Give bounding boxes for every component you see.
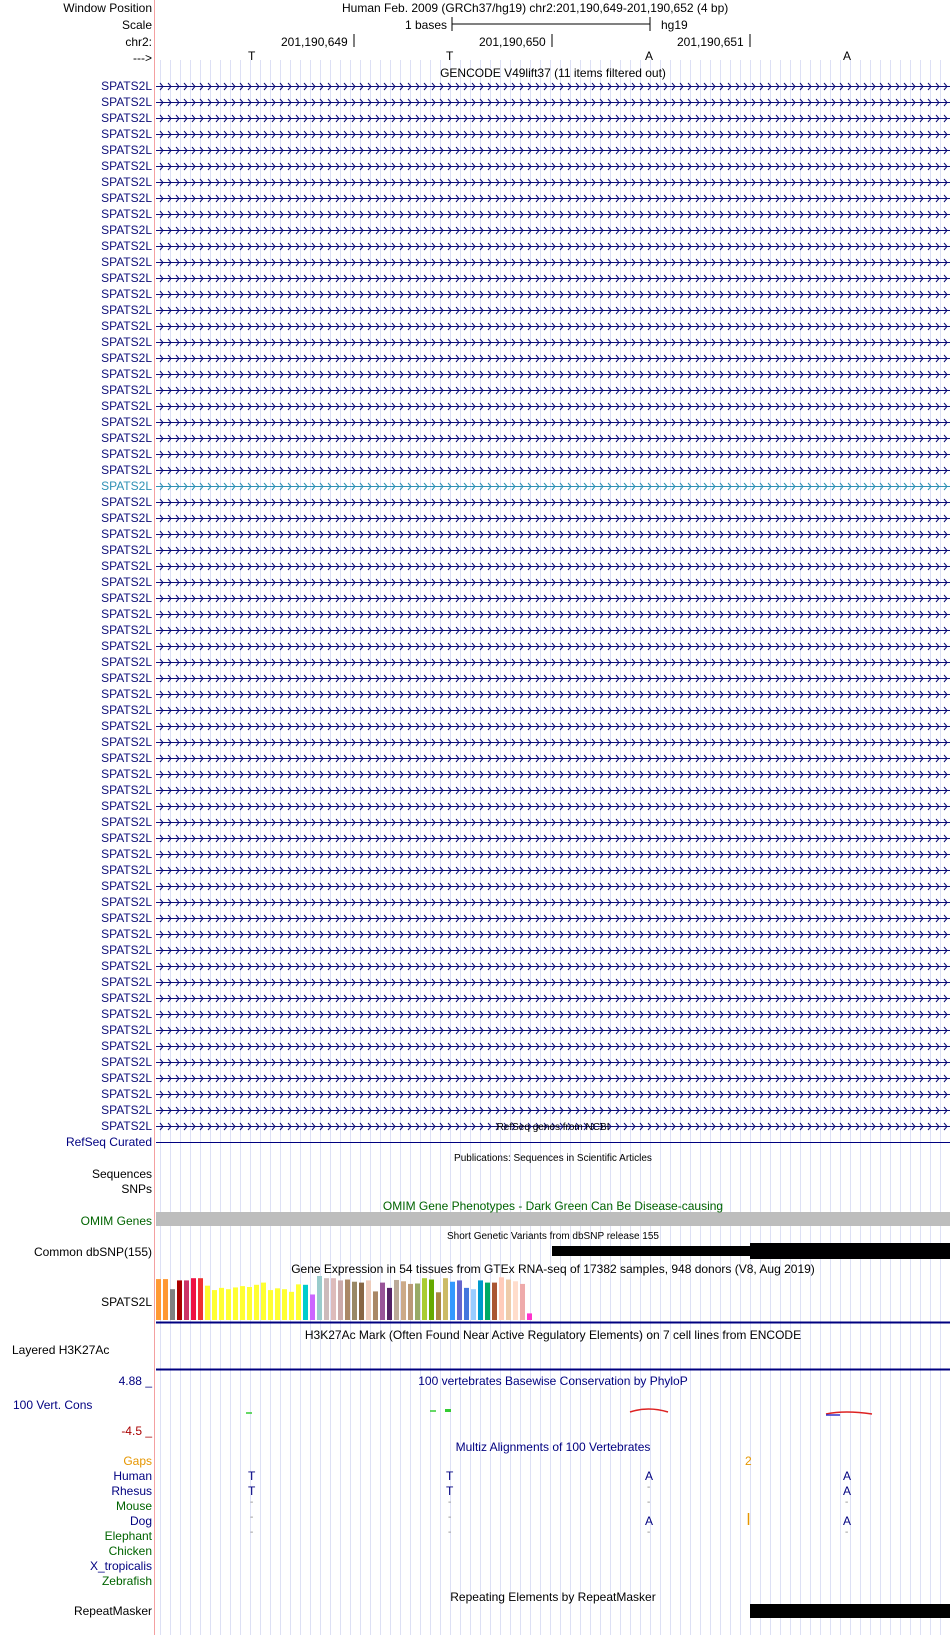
gtex-label[interactable]: SPATS2L (101, 1295, 152, 1309)
gtex-tissue-bar (331, 1278, 336, 1320)
gtex-tissue-bar (303, 1285, 308, 1320)
alignment-base: - (647, 1482, 651, 1493)
alignment-base: - (845, 1527, 849, 1538)
gencode-row-label[interactable]: SPATS2L (101, 1007, 152, 1021)
gtex-tissue-bar (317, 1276, 322, 1320)
gtex-track-title[interactable]: Gene Expression in 54 tissues from GTEx RNA-seq of 17382 samples, 948 donors (V8, Aug 2019) (291, 1262, 815, 1276)
scale-label: Scale (121, 18, 152, 32)
gtex-tissue-bar (394, 1280, 399, 1320)
alignment-base: - (448, 1497, 452, 1508)
gtex-tissue-bar (450, 1282, 455, 1320)
alignment-base: - (250, 1497, 254, 1508)
gtex-tissue-bar (254, 1285, 259, 1320)
gencode-row-label[interactable]: SPATS2L (101, 495, 152, 509)
gencode-row-label[interactable]: SPATS2L (101, 1039, 152, 1053)
position-tick-1: 201,190,649 (281, 35, 348, 49)
gencode-track-title[interactable]: GENCODE V49lift37 (11 items filtered out) (440, 66, 666, 80)
gencode-row-label[interactable]: SPATS2L (101, 895, 152, 909)
gencode-row-label[interactable]: SPATS2L (101, 399, 152, 413)
gencode-row-label[interactable]: SPATS2L (101, 623, 152, 637)
publications-label-snps[interactable]: SNPs (121, 1182, 152, 1196)
gtex-tissue-bar (177, 1280, 182, 1320)
omim-track-title[interactable]: OMIM Gene Phenotypes - Dark Green Can Be Disease-causing (382, 1199, 724, 1213)
gencode-row-label[interactable]: SPATS2L (101, 719, 152, 733)
gencode-row-label[interactable]: SPATS2L (101, 703, 152, 717)
gencode-row-label[interactable]: SPATS2L (101, 111, 152, 125)
alignment-base: - (448, 1512, 452, 1523)
publications-label-sequences[interactable]: Sequences (91, 1167, 152, 1181)
gencode-row-label[interactable]: SPATS2L (101, 975, 152, 989)
gencode-row-label[interactable]: SPATS2L (101, 607, 152, 621)
gtex-tissue-bar (240, 1286, 245, 1320)
alignment-base: T (446, 1469, 454, 1483)
gtex-tissue-bar (380, 1283, 385, 1320)
gencode-row-label[interactable]: SPATS2L (101, 1119, 152, 1133)
gtex-tissue-bar (338, 1280, 343, 1320)
gencode-row-label[interactable]: SPATS2L (101, 223, 152, 237)
gtex-tissue-bar (422, 1278, 427, 1320)
gencode-row-label[interactable]: SPATS2L (101, 847, 152, 861)
gtex-tissue-bar (191, 1278, 196, 1320)
alignment-base: A (645, 1469, 654, 1483)
gtex-tissue-bar (492, 1283, 497, 1320)
gtex-tissue-bar (429, 1280, 434, 1320)
alignment-base: - (250, 1527, 254, 1538)
dbsnp-variant-thin (552, 1246, 750, 1256)
gencode-row-label[interactable]: SPATS2L (101, 991, 152, 1005)
gencode-row-label[interactable]: SPATS2L (101, 735, 152, 749)
gtex-tissue-bar (478, 1280, 483, 1320)
h3k27ac-label[interactable]: Layered H3K27Ac (12, 1343, 110, 1357)
gencode-row-label[interactable]: SPATS2L (101, 79, 152, 93)
species-label-mouse[interactable]: Mouse (115, 1499, 152, 1513)
gencode-row-label[interactable]: SPATS2L (101, 447, 152, 461)
alignment-base: A (843, 1514, 852, 1528)
gencode-row-label[interactable]: SPATS2L (101, 335, 152, 349)
gtex-tissue-bar (506, 1280, 511, 1320)
gencode-row-label[interactable]: SPATS2L (101, 255, 152, 269)
gencode-row-label[interactable]: SPATS2L (101, 319, 152, 333)
scale-db: hg19 (661, 18, 688, 32)
phylop-max-label: 4.88 _ (118, 1374, 152, 1388)
gtex-tissue-bar (184, 1280, 189, 1320)
left-edge-line (154, 0, 155, 1635)
repeatmasker-label[interactable]: RepeatMasker (73, 1604, 152, 1618)
refseq-track-title[interactable]: RefSeq genes from NCBI (496, 1122, 610, 1133)
gencode-row-label[interactable]: SPATS2L (101, 351, 152, 365)
gencode-row-label[interactable]: SPATS2L (101, 751, 152, 765)
gencode-row-label[interactable]: SPATS2L (101, 799, 152, 813)
phylop-mark-3 (445, 1409, 451, 1412)
gencode-row-label[interactable]: SPATS2L (101, 639, 152, 653)
position-tick-2: 201,190,650 (479, 35, 546, 49)
gencode-row-label[interactable]: SPATS2L (101, 943, 152, 957)
dbsnp-variant-thick (750, 1243, 950, 1259)
gtex-tissue-bar (520, 1284, 525, 1320)
gtex-tissue-bar (373, 1291, 378, 1320)
gtex-tissue-bar (233, 1287, 238, 1320)
gencode-row-label[interactable]: SPATS2L (101, 1103, 152, 1117)
ref-base-1: T (248, 49, 256, 63)
gtex-tissue-bar (464, 1288, 469, 1320)
alignment-base: A (645, 1514, 654, 1528)
gencode-row-label[interactable]: SPATS2L (101, 959, 152, 973)
gencode-row-label[interactable]: SPATS2L (101, 815, 152, 829)
repeatmasker-block (750, 1604, 950, 1618)
position-tick-3: 201,190,651 (677, 35, 744, 49)
gencode-row-label[interactable]: SPATS2L (101, 207, 152, 221)
species-label-human[interactable]: Human (113, 1469, 152, 1483)
gtex-tissue-bar (310, 1294, 315, 1320)
gencode-row-label[interactable]: SPATS2L (101, 95, 152, 109)
alignment-base: - (647, 1527, 651, 1538)
alignment-base: A (843, 1469, 852, 1483)
gencode-row-label[interactable]: SPATS2L (101, 863, 152, 877)
gtex-tissue-bar (408, 1284, 413, 1320)
alignment-base: - (647, 1497, 651, 1508)
alignment-base: - (448, 1527, 452, 1538)
species-label-zebrafish[interactable]: Zebrafish (101, 1574, 152, 1588)
gencode-row-label[interactable]: SPATS2L (101, 511, 152, 525)
gtex-tissue-bar (268, 1290, 273, 1320)
gencode-row-label[interactable]: SPATS2L (101, 879, 152, 893)
species-label-elephant[interactable]: Elephant (104, 1529, 152, 1543)
gaps-label[interactable]: Gaps (123, 1454, 152, 1468)
gencode-row-label[interactable]: SPATS2L (101, 831, 152, 845)
gtex-tissue-bar (205, 1286, 210, 1320)
ref-base-3: A (645, 49, 654, 63)
scale-value: 1 bases (405, 18, 448, 32)
gtex-tissue-bar (401, 1281, 406, 1320)
phylop-label[interactable]: 100 Vert. Cons (13, 1398, 93, 1412)
gencode-row-label[interactable]: SPATS2L (101, 479, 152, 493)
gencode-row-label[interactable]: SPATS2L (101, 671, 152, 685)
gencode-row-label[interactable]: SPATS2L (101, 367, 152, 381)
gencode-row-label[interactable]: SPATS2L (101, 271, 152, 285)
window-position-label: Window Position (63, 1, 152, 15)
multiz-track-title[interactable]: Multiz Alignments of 100 Vertebrates (455, 1440, 651, 1454)
gtex-tissue-bar (499, 1277, 504, 1320)
assembly-position-text: Human Feb. 2009 (GRCh37/hg19) chr2:201,190,649-201,190,652 (4 bp) (342, 1, 729, 15)
gtex-tissue-bar (443, 1278, 448, 1320)
phylop-mark-5 (826, 1412, 872, 1414)
gtex-tissue-bar (513, 1281, 518, 1320)
phylop-min-label: -4.5 _ (121, 1424, 152, 1438)
omim-label[interactable]: OMIM Genes (80, 1214, 152, 1228)
refseq-label[interactable]: RefSeq Curated (65, 1135, 152, 1149)
gtex-tissue-bar (457, 1280, 462, 1320)
gtex-tissue-bar (198, 1278, 203, 1320)
alignment-base: T (248, 1484, 256, 1498)
gencode-row-label[interactable]: SPATS2L (101, 415, 152, 429)
gtex-tissue-bar (226, 1289, 231, 1320)
alignment-base: - (250, 1512, 254, 1523)
gtex-tissue-bar (296, 1284, 301, 1320)
chrom-label: chr2: (125, 35, 152, 49)
gencode-row-label[interactable]: SPATS2L (101, 543, 152, 557)
gtex-tissue-bar (345, 1280, 350, 1320)
dbsnp-track-title[interactable]: Short Genetic Variants from dbSNP release 155 (447, 1231, 659, 1242)
gencode-row-label[interactable]: SPATS2L (101, 431, 152, 445)
gtex-tissue-bar (436, 1292, 441, 1320)
gencode-row-label[interactable]: SPATS2L (101, 527, 152, 541)
gtex-tissue-bar (352, 1282, 357, 1320)
gtex-tissue-bar (527, 1313, 532, 1320)
gtex-tissue-bar (366, 1280, 371, 1320)
gencode-row-label[interactable]: SPATS2L (101, 127, 152, 141)
gencode-row-label[interactable]: SPATS2L (101, 287, 152, 301)
ref-base-2: T (446, 49, 454, 63)
gencode-row-label[interactable]: SPATS2L (101, 239, 152, 253)
gencode-row-label[interactable]: SPATS2L (101, 655, 152, 669)
gencode-row-label[interactable]: SPATS2L (101, 191, 152, 205)
gtex-tissue-bar (324, 1278, 329, 1320)
gtex-tissue-bar (219, 1288, 224, 1320)
gencode-row-label[interactable]: SPATS2L (101, 591, 152, 605)
gencode-row-label[interactable]: SPATS2L (101, 463, 152, 477)
gencode-row-label[interactable]: SPATS2L (101, 159, 152, 173)
gtex-tissue-bar (289, 1292, 294, 1320)
gtex-tissue-bar (282, 1289, 287, 1320)
alignment-base: T (446, 1484, 454, 1498)
species-label-rhesus[interactable]: Rhesus (111, 1484, 152, 1498)
gtex-tissue-bar (387, 1288, 392, 1320)
gencode-row-label[interactable]: SPATS2L (101, 559, 152, 573)
gtex-tissue-bar (471, 1289, 476, 1320)
gtex-tissue-bar (275, 1288, 280, 1320)
gtex-tissue-bar (247, 1287, 252, 1320)
gencode-row-label[interactable]: SPATS2L (101, 911, 152, 925)
gencode-row-label[interactable]: SPATS2L (101, 687, 152, 701)
gtex-tissue-bar (156, 1279, 161, 1320)
gap-count: 2 (745, 1454, 752, 1468)
gencode-row-label[interactable]: SPATS2L (101, 1055, 152, 1069)
alignment-base: T (248, 1469, 256, 1483)
omim-gene-bar (156, 1212, 950, 1226)
h3k27ac-track-title[interactable]: H3K27Ac Mark (Often Found Near Active Regulatory Elements) on 7 cell lines from ENCODE (304, 1328, 802, 1342)
gencode-row-label[interactable]: SPATS2L (101, 1087, 152, 1101)
publications-track-title[interactable]: Publications: Sequences in Scientific Articles (454, 1153, 652, 1164)
gencode-row-label[interactable]: SPATS2L (101, 1071, 152, 1085)
phylop-track-title[interactable]: 100 vertebrates Basewise Conservation by PhyloP (418, 1374, 688, 1388)
gencode-row-label[interactable]: SPATS2L (101, 767, 152, 781)
species-label-dog[interactable]: Dog (129, 1514, 152, 1528)
species-label-chicken[interactable]: Chicken (108, 1544, 152, 1558)
gtex-tissue-bar (485, 1283, 490, 1320)
alignment-base: A (843, 1484, 852, 1498)
strand-label: ---> (133, 51, 152, 65)
gtex-tissue-bar (415, 1283, 420, 1320)
gtex-tissue-bar (359, 1283, 364, 1320)
gtex-tissue-bar (170, 1289, 175, 1320)
gencode-row-label[interactable]: SPATS2L (101, 927, 152, 941)
gencode-row-label[interactable]: SPATS2L (101, 175, 152, 189)
gtex-tissue-bar (261, 1283, 266, 1320)
gtex-tissue-bar (163, 1279, 168, 1320)
ref-base-4: A (843, 49, 852, 63)
species-label-x_tropicalis[interactable]: X_tropicalis (89, 1559, 152, 1573)
gencode-row-label[interactable]: SPATS2L (101, 383, 152, 397)
gencode-row-label[interactable]: SPATS2L (101, 1023, 152, 1037)
gencode-row-label[interactable]: SPATS2L (101, 783, 152, 797)
gtex-tissue-bar (212, 1290, 217, 1320)
alignment-base: - (845, 1497, 849, 1508)
phylop-mark-4 (630, 1409, 668, 1412)
gencode-row-label[interactable]: SPATS2L (101, 575, 152, 589)
repeatmasker-track-title[interactable]: Repeating Elements by RepeatMasker (450, 1590, 656, 1604)
gencode-row-label[interactable]: SPATS2L (101, 143, 152, 157)
gencode-row-label[interactable]: SPATS2L (101, 303, 152, 317)
dbsnp-label[interactable]: Common dbSNP(155) (33, 1245, 152, 1259)
